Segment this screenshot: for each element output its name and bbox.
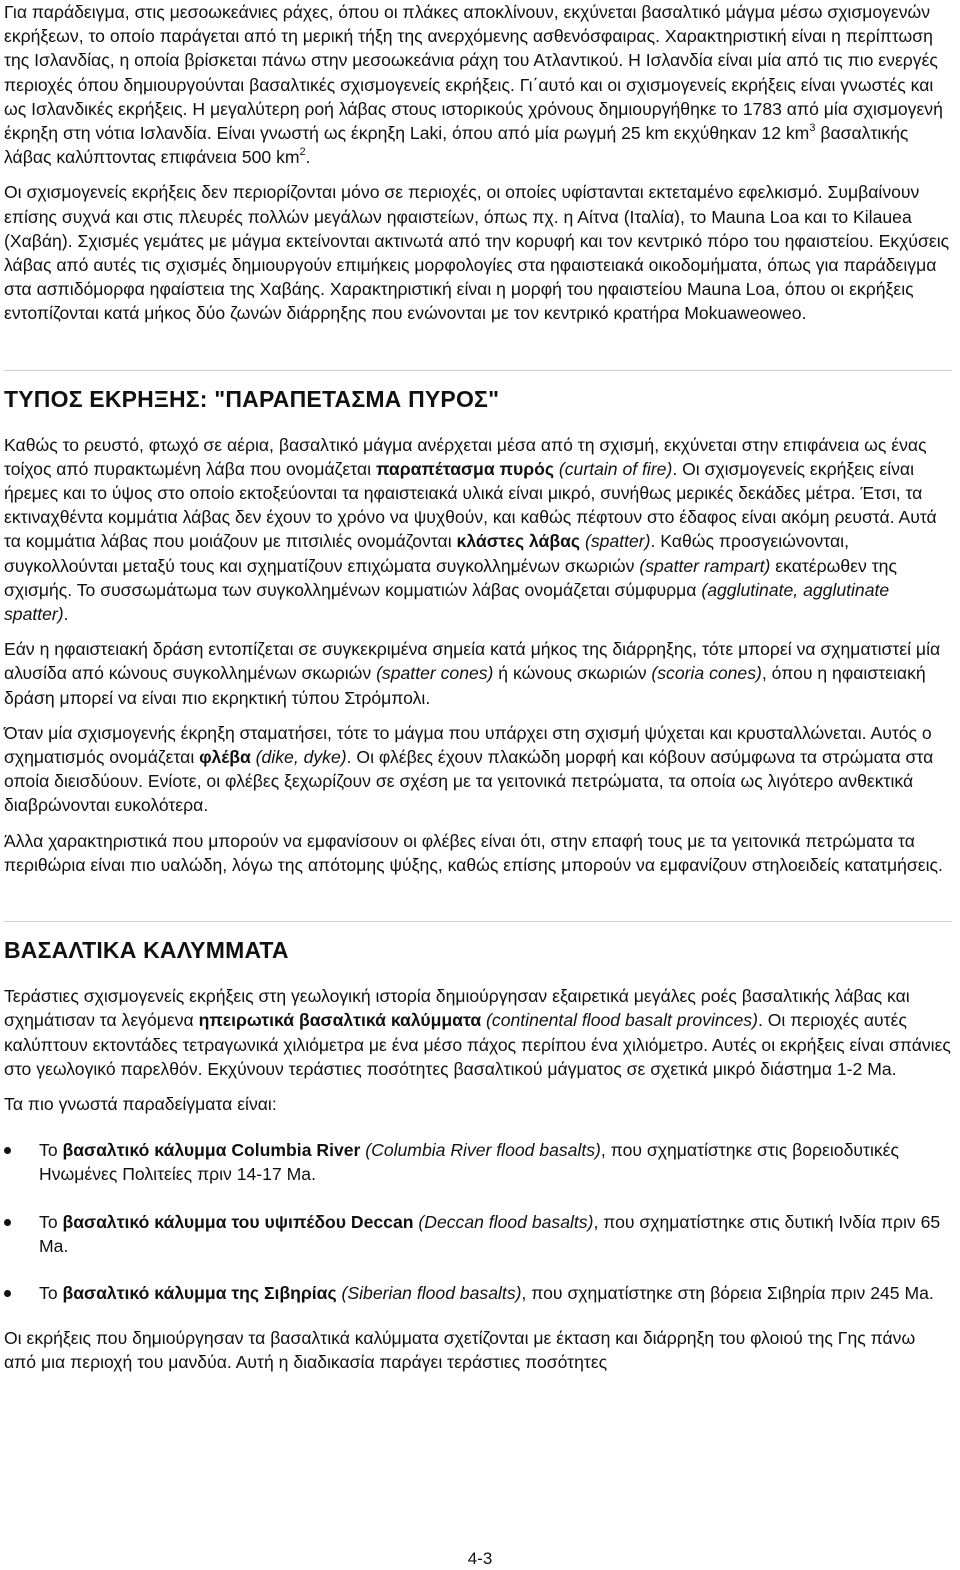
paragraph-spatter-cones: Εάν η ηφαιστειακή δράση εντοπίζεται σε συγκεκριμένα σημεία κατά μήκος της διάρρηξης, τότε μπορεί να σχηματιστεί μία αλυσίδα από κώνους συγκολλημένων σκωριών (spatter cones) ή κώνους σκωριών (scoria cones), όπου η ηφαιστειακή δράση μπορεί να είναι πιο εκρηκτική τύπου Στρόμπολι. <box>4 639 941 708</box>
list-item: Το βασαλτικό κάλυμμα Columbia River (Columbia River flood basalts), που σχηματίστηκε στις βορειοδυτικές Ηνωμένες Πολιτείες πριν 14-17 Ma. <box>4 1138 952 1186</box>
bullet-icon <box>4 1290 11 1297</box>
paragraph-dike: Όταν μία σχισμογενής έκρηξη σταματήσει, τότε το μάγμα που υπάρχει στη σχισμή ψύχεται και κρυσταλλώνεται. Αυτός ο σχηματισμός ονομάζεται φλέβα (dike, dyke). Οι φλέβες έχουν πλακώδη μορφή και κόβουν ασύμφωνα τα στρώματα στα οποία διεισδύουν. Ενίοτε, οι φλέβες ξεχωρίζουν σε σχέση με τα γειτονικά πετρώματα, τα οποία ως λιγότερο ανθεκτικά διαβρώνονται ευκολότερα. <box>4 722 934 816</box>
paragraph-flank-eruptions: Οι σχισμογενείς εκρήξεις δεν περιορίζονται μόνο σε περιοχές, οι οποίες υφίστανται εκτεταμένο εφελκισμό. Συμβαίνουν επίσης συχνά και στις πλευρές πολλών μεγάλων ηφαιστείων, όπως πχ. η Αίτνα (Ιταλία), το Mauna Loa και το Kilauea (Χαβάη). Σχισμές γεμάτες με μάγμα εκτείνονται ακτινωτά από την κορυφή και τον κεντρικό πόρο του ηφαιστείου. Εκχύσεις λάβας από αυτές τις σχισμές δημιουργούν επιμήκεις μορφολογίες στα ηφαιστειακά οικοδομήματα, όπως για παράδειγμα στα ασπιδόμορφα ηφαίστεια της Χαβάης. Χαρακτηριστική είναι η μορφή του ηφαιστείου Mauna Loa, όπου οι εκρήξεις εντοπίζονται κατά μήκος δύο ζωνών διάρρηξης που ενώνονται με τον κεντρικό κρατήρα Mokuaweoweo. <box>4 182 950 324</box>
paragraph-mantle-plume: Οι εκρήξεις που δημιούργησαν τα βασαλτικά καλύμματα σχετίζονται με έκταση και διάρρηξη του φλοιού της Γης πάνω από μια περιοχή του μανδύα. Αυτή η διαδικασία παράγει τεράστιες ποσότητες <box>4 1328 916 1373</box>
section-divider <box>4 370 952 371</box>
page-number: 4-3 <box>467 1549 493 1568</box>
examples-list <box>4 1138 952 1305</box>
bullet-icon <box>4 1219 11 1226</box>
paragraph-examples-intro: Τα πιο γνωστά παραδείγματα είναι: <box>4 1093 277 1114</box>
paragraph-curtain-of-fire: Καθώς το ρευστό, φτωχό σε αέρια, βασαλτικό μάγμα ανέρχεται μέσα από τη σχισμή, εκχύνεται στην επιφάνεια ως ένας τοίχος από πυρακτωμένη λάβα που ονομάζεται παραπέτασμα πυρός (curtain of fire). Οι σχισμογενείς εκρήξεις είναι ήρεμες και το ύψος στο οποίο εκτοξεύονται τα ηφαιστειακά υλικά είναι μικρό, συνήθως μερικές δεκάδες μέτρα. Έτσι, τα εκτιναχθέντα κομμάτια λάβας δεν έχουν το χρόνο να ψυχθούν, και καθώς πέφτουν στο έδαφος είναι ακόμη ρευστά. Αυτά τα κομμάτια λάβας που μοιάζουν με πιτσιλιές ονομάζονται κλάστες λάβας (spatter). Καθώς προσγειώνονται, συγκολλούνται μεταξύ τους και σχηματίζουν επιχώματα συγκολλημένων σκωριών (spatter rampart) εκατέρωθεν της σχισμής. Το συσσωμάτωμα των συγκολλημένων κομματιών λάβας ονομάζεται σύμφυρμα (agglutinate, agglutinate spatter). <box>4 434 937 625</box>
paragraph-flood-basalts: Τεράστιες σχισμογενείς εκρήξεις στη γεωλογική ιστορία δημιούργησαν εξαιρετικά μεγάλες ροές βασαλτικής λάβας και σχημάτισαν τα λεγόμενα ηπειρωτικά βασαλτικά καλύμματα (continental flood basalt provinces). Οι περιοχές αυτές καλύπτουν εκτοντάδες τετραγωνικά χιλιόμετρα με ένα μέσο πάχος περίπου ένα χιλιόμετρο. Αυτές οι εκρήξεις είναι σπάνιες στο γεωλογικό παρελθόν. Εκχύνουν τεράστιες ποσότητες βασαλτικού μάγματος σε σχετικά μικρό διάστημα 1-2 Ma. <box>4 986 951 1079</box>
section-heading-flood-basalts: ΒΑΣΑΛΤΙΚΑ ΚΑΛΥΜΜΑΤΑ <box>4 937 289 964</box>
section-heading-curtain-of-fire: ΤΥΠΟΣ ΕΚΡΗΞΗΣ: "ΠΑΡΑΠΕΤΑΣΜΑ ΠΥΡΟΣ" <box>4 385 500 412</box>
paragraph-iceland: Για παράδειγμα, στις μεσοωκεάνιες ράχες, όπου οι πλάκες αποκλίνουν, εκχύνεται βασαλτικό μάγμα μέσω σχισμογενών εκρήξεων, το οποίο παράγεται από τη μερική τήξη της ανερχόμενης ασθενόσφαιρας. Χαρακτηριστική είναι η περίπτωση της Ισλανδίας, η οποία βρίσκεται πάνω στην μεσοωκεάνια ράχη του Ατλαντικού. Η Ισλανδία είναι μία από τις πιο ενεργές περιοχές όπου δημιουργούνται βασαλτικές σχισμογενείς εκρήξεις. Γι΄αυτό και οι σχισμογενείς εκρήξεις είναι γνωστές και ως Ισλανδικές εκρήξεις. Η μεγαλύτερη ροή λάβας στους ιστορικούς χρόνους δημιουργήθηκε το 1783 από μία σχισμογενή έκρηξη στη νότια Ισλανδία. Είναι γνωστή ως έκρηξη Laki, όπου από μία ρωγμή 25 km εκχύθηκαν 12 $km^3$ βασαλτικής λάβας καλύπτοντας επιφάνεια 500 $km^2$. <box>4 2 943 168</box>
paragraph-dike-features: Άλλα χαρακτηριστικά που μπορούν να εμφανίσουν οι φλέβες είναι ότι, στην επαφή τους με τα γειτονικά πετρώματα τα περιθώρια είναι πιο υαλώδη, λόγω της απότομης ψύξης, καθώς επίσης μπορούν να εμφανίζουν στηλοειδείς κατατμήσεις. <box>4 830 943 875</box>
section-divider <box>4 921 952 922</box>
document-page <box>4 0 952 1375</box>
list-item: Το βασαλτικό κάλυμμα του υψιπέδου Deccan (Deccan flood basalts), που σχηματίστηκε στις δυτική Ινδία πριν 65 Ma. <box>4 1210 952 1258</box>
list-item: Το βασαλτικό κάλυμμα της Σιβηρίας (Siberian flood basalts), που σχηματίστηκε στη βόρεια Σιβηρία πριν 245 Ma. <box>4 1281 952 1305</box>
bullet-icon <box>4 1147 11 1154</box>
